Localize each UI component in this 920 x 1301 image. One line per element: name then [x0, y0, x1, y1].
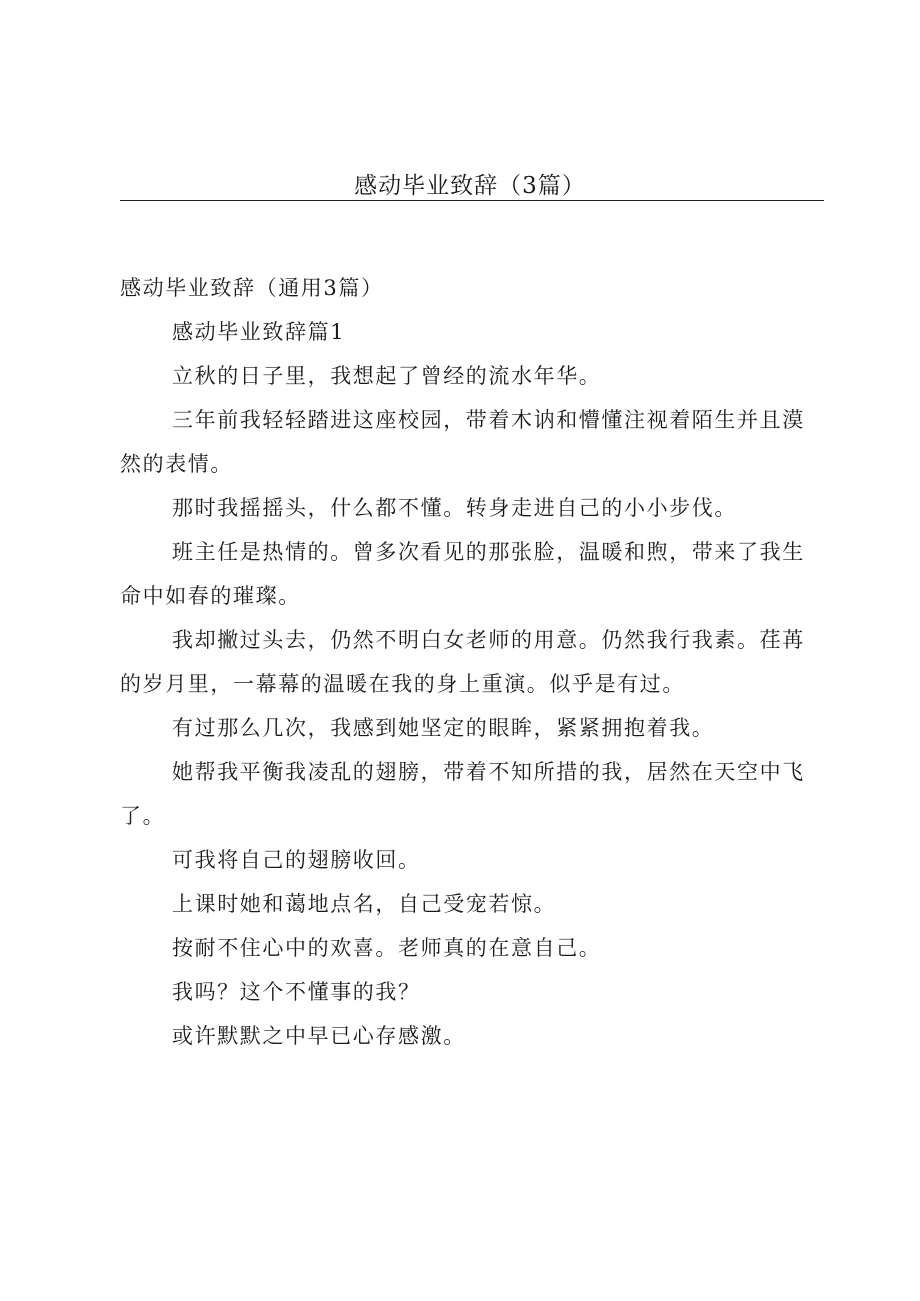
- paragraph: 三年前我轻轻踏进这座校园，带着木讷和懵懂注视着陌生并且漠然的表情。: [120, 408, 805, 476]
- document-body: [120, 266, 820, 1058]
- paragraph: 可我将自己的翅膀收回。: [172, 848, 421, 872]
- paragraph: 有过那么几次，我感到她坚定的眼眸，紧紧拥抱着我。: [172, 716, 715, 740]
- document-subtitle: 感动毕业致辞（通用3篇）: [120, 276, 384, 300]
- paragraph: 上课时她和蔼地点名，自己受宠若惊。: [172, 892, 557, 916]
- paragraph: 班主任是热情的。曾多次看见的那张脸，温暖和煦，带来了我生命中如春的璀璨。: [120, 540, 805, 608]
- paragraph: 立秋的日子里，我想起了曾经的流水年华。: [172, 364, 602, 388]
- title-underline: [120, 200, 824, 201]
- paragraph: 按耐不住心中的欢喜。老师真的在意自己。: [172, 936, 602, 960]
- paragraph: 或许默默之中早已心存感激。: [172, 1024, 466, 1048]
- paragraph: 她帮我平衡我凌乱的翅膀，带着不知所措的我，居然在天空中飞了。: [120, 760, 805, 828]
- section-heading: 感动毕业致辞篇1: [172, 320, 346, 344]
- document-title: 感动毕业致辞（3篇）: [354, 173, 586, 199]
- paragraph: 我吗？这个不懂事的我？: [172, 980, 421, 1004]
- paragraph: 那时我摇摇头，什么都不懂。转身走进自己的小小步伐。: [172, 496, 737, 520]
- paragraph: 我却撇过头去，仍然不明白女老师的用意。仍然我行我素。荏苒的岁月里，一幕幕的温暖在我的身上重演。似乎是有过。: [120, 628, 805, 696]
